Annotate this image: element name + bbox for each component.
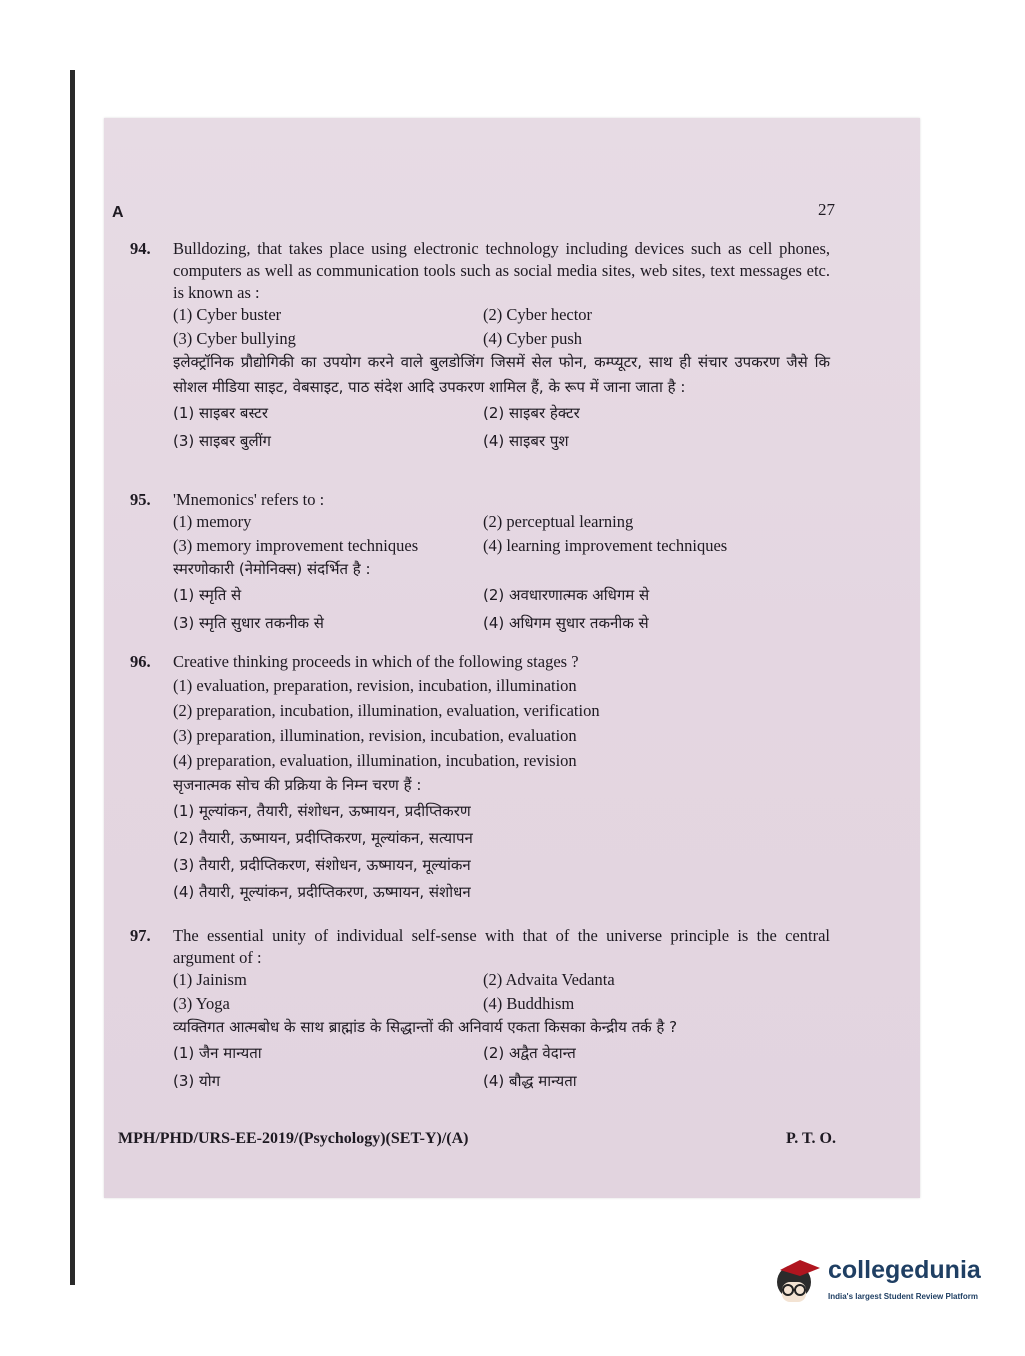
page-number: 27 xyxy=(818,200,835,219)
option-4-hindi: (4) बौद्ध मान्यता xyxy=(483,1072,577,1090)
option-3: (3) memory improvement techniques xyxy=(173,536,419,555)
option-2: (2) Advaita Vedanta xyxy=(483,970,615,989)
option-1-hindi: (1) जैन मान्यता xyxy=(173,1044,262,1062)
question-stem-hindi: स्मरणोकारी (नेमोनिक्स) संदर्भित है : xyxy=(173,560,371,578)
options xyxy=(173,969,830,1015)
option-3: (3) Cyber bullying xyxy=(173,329,296,348)
option-4: (4) Buddhism xyxy=(483,994,575,1013)
options-hindi xyxy=(173,1040,830,1094)
option-4: (4) Cyber push xyxy=(483,329,582,348)
question-number: 96. xyxy=(130,652,151,671)
question-stem-hindi: इलेक्ट्रॉनिक प्रौद्योगिकी का उपयोग करने वाले बुलडोजिंग जिसमें सेल फोन, कम्प्यूटर, साथ ही संचार उपकरण जैसे कि सोशल मीडिया साइट, वेबसाइट, पाठ संदेश आदि उपकरण शामिल हैं, के रूप में जाना जाता है : xyxy=(173,353,830,396)
option-2-hindi: (2) साइबर हेक्टर xyxy=(483,404,580,422)
question-95 xyxy=(130,489,830,636)
option-3-hindi: (3) योग xyxy=(173,1072,221,1090)
question-stem: Creative thinking proceeds in which of the following stages ? xyxy=(173,652,579,671)
option-1-hindi: (1) मूल्यांकन, तैयारी, संशोधन, ऊष्मायन, प्रदीप्तिकरण xyxy=(173,802,471,820)
question-number: 95. xyxy=(130,490,151,509)
option-4-hindi: (4) तैयारी, मूल्यांकन, प्रदीप्तिकरण, ऊष्मायन, संशोधन xyxy=(173,883,471,901)
option-1: (1) Jainism xyxy=(173,970,247,989)
option-2-hindi: (2) तैयारी, ऊष्मायन, प्रदीप्तिकरण, मूल्यांकन, सत्यापन xyxy=(173,829,473,847)
option-4-hindi: (4) साइबर पुश xyxy=(483,432,569,450)
option-3-hindi: (3) साइबर बुलींग xyxy=(173,432,271,450)
options xyxy=(173,673,830,773)
option-3-hindi: (3) तैयारी, प्रदीप्तिकरण, संशोधन, ऊष्मायन, मूल्यांकन xyxy=(173,856,471,874)
option-1-hindi: (1) स्मृति से xyxy=(173,586,242,604)
question-number: 97. xyxy=(130,926,151,945)
scan-border xyxy=(70,70,75,1285)
option-3-hindi: (3) स्मृति सुधार तकनीक से xyxy=(173,614,324,632)
question-number: 94. xyxy=(130,239,151,258)
collegedunia-logo xyxy=(770,1252,1000,1312)
mascot-icon xyxy=(770,1252,824,1312)
option-4: (4) preparation, evaluation, illumination, incubation, revision xyxy=(173,751,577,770)
logo-wordmark: collegedunia xyxy=(828,1256,981,1284)
set-letter: A xyxy=(112,204,124,221)
option-1: (1) Cyber buster xyxy=(173,305,282,324)
options-hindi xyxy=(173,798,830,906)
question-96 xyxy=(130,651,830,906)
option-3: (3) Yoga xyxy=(173,994,230,1013)
options xyxy=(173,304,830,350)
question-94 xyxy=(130,238,830,454)
exam-code: MPH/PHD/URS-EE-2019/(Psychology)(SET-Y)/(A) xyxy=(118,1130,469,1147)
logo-tagline: India's largest Student Review Platform xyxy=(828,1292,978,1301)
option-2: (2) preparation, incubation, illumination, evaluation, verification xyxy=(173,701,600,720)
page-turn-over: P. T. O. xyxy=(786,1130,836,1147)
question-stem-hindi: व्यक्तिगत आत्मबोध के साथ ब्राह्मांड के सिद्धान्तों की अनिवार्य एकता किसका केन्द्रीय तर्क है ? xyxy=(173,1018,678,1036)
question-stem: Bulldozing, that takes place using electronic technology including devices such as cell phones, computers as well as communication tools such as social media sites, web sites, text messages etc. is known as : xyxy=(173,239,830,302)
options xyxy=(173,511,830,557)
question-stem: The essential unity of individual self-sense with that of the universe principle is the central argument of : xyxy=(173,926,830,967)
question-stem: 'Mnemonics' refers to : xyxy=(173,490,325,509)
option-1: (1) memory xyxy=(173,512,252,531)
options-hindi xyxy=(173,582,830,636)
option-2: (2) perceptual learning xyxy=(483,512,634,531)
option-2: (2) Cyber hector xyxy=(483,305,593,324)
options-hindi xyxy=(173,400,830,454)
question-97 xyxy=(130,925,830,1094)
option-4: (4) learning improvement techniques xyxy=(483,536,728,555)
option-1: (1) evaluation, preparation, revision, incubation, illumination xyxy=(173,676,577,695)
option-4-hindi: (4) अधिगम सुधार तकनीक से xyxy=(483,614,649,632)
question-stem-hindi: सृजनात्मक सोच की प्रक्रिया के निम्न चरण हैं : xyxy=(173,776,422,794)
option-2-hindi: (2) अवधारणात्मक अधिगम से xyxy=(483,586,650,604)
option-2-hindi: (2) अद्वैत वेदान्त xyxy=(483,1044,576,1062)
option-3: (3) preparation, illumination, revision, incubation, evaluation xyxy=(173,726,577,745)
option-1-hindi: (1) साइबर बस्टर xyxy=(173,404,268,422)
